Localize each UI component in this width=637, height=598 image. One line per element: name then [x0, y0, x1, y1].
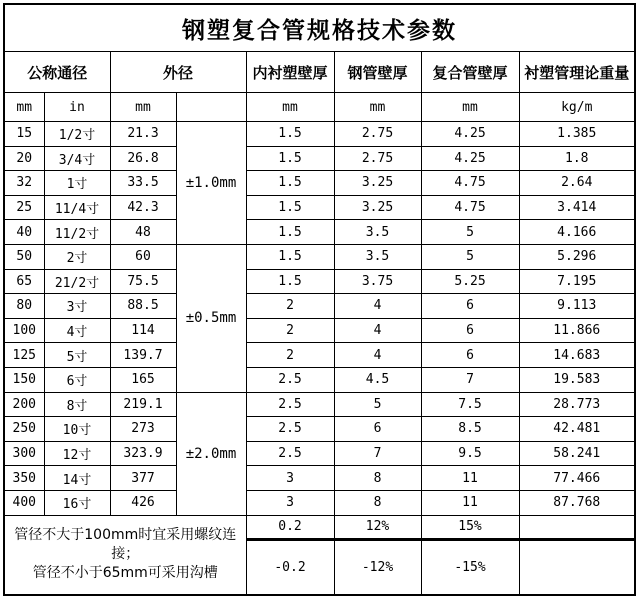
weight-cell: 1.8 — [519, 146, 635, 171]
lining-thickness-cell: 3 — [246, 466, 334, 491]
inch-cell: 10寸 — [44, 417, 110, 442]
composite-thickness-cell: 11 — [421, 490, 519, 515]
steel-thickness-cell: 4 — [334, 318, 421, 343]
od-cell: 33.5 — [110, 171, 176, 196]
od-cell: 139.7 — [110, 343, 176, 368]
inch-cell: 3/4寸 — [44, 146, 110, 171]
composite-thickness-cell: 7.5 — [421, 392, 519, 417]
footer-plus-row — [4, 515, 635, 539]
composite-thickness-cell: 9.5 — [421, 441, 519, 466]
dn-cell: 65 — [4, 269, 44, 294]
steel-thickness-cell: 6 — [334, 417, 421, 442]
unit-weight: kg/m — [519, 93, 635, 122]
connection-note-line2: 管径不小于65mm可采用沟槽 — [32, 565, 218, 581]
steel-thickness-cell: 3.75 — [334, 269, 421, 294]
weight-cell: 7.195 — [519, 269, 635, 294]
spec-table-head — [4, 4, 635, 122]
od-cell: 165 — [110, 367, 176, 392]
steel-thickness-cell: 3.5 — [334, 220, 421, 245]
unit-lining: mm — [246, 93, 334, 122]
steel-thickness-cell: 4 — [334, 294, 421, 319]
od-cell: 426 — [110, 490, 176, 515]
lining-thickness-cell: 2 — [246, 343, 334, 368]
spec-table-footer — [4, 515, 635, 595]
dn-cell: 400 — [4, 490, 44, 515]
od-tolerance-cell: ±1.0mm — [176, 122, 246, 245]
inch-cell: 8寸 — [44, 392, 110, 417]
plus-steel-tolerance: 12% — [334, 515, 421, 539]
lining-thickness-cell: 2.5 — [246, 367, 334, 392]
steel-thickness-cell: 3.5 — [334, 244, 421, 269]
od-cell: 21.3 — [110, 122, 176, 147]
unit-steel: mm — [334, 93, 421, 122]
steel-thickness-cell: 3.25 — [334, 171, 421, 196]
od-cell: 88.5 — [110, 294, 176, 319]
weight-cell: 19.583 — [519, 367, 635, 392]
dn-cell: 100 — [4, 318, 44, 343]
header-composite-thickness: 复合管壁厚 — [421, 52, 519, 93]
dn-cell: 200 — [4, 392, 44, 417]
table-row — [4, 195, 635, 220]
lining-thickness-cell: 1.5 — [246, 171, 334, 196]
od-cell: 42.3 — [110, 195, 176, 220]
steel-thickness-cell: 4 — [334, 343, 421, 368]
od-cell: 377 — [110, 466, 176, 491]
od-cell: 273 — [110, 417, 176, 442]
composite-thickness-cell: 5 — [421, 244, 519, 269]
composite-thickness-cell: 6 — [421, 294, 519, 319]
header-theoretical-weight: 衬塑管理论重量 — [519, 52, 635, 93]
inch-cell: 1/2寸 — [44, 122, 110, 147]
lining-thickness-cell: 1.5 — [246, 269, 334, 294]
table-row — [4, 294, 635, 319]
header-row — [4, 52, 635, 93]
inch-cell: 21/2寸 — [44, 269, 110, 294]
steel-thickness-cell: 2.75 — [334, 122, 421, 147]
minus-lining-tolerance: -0.2 — [246, 539, 334, 595]
dn-cell: 15 — [4, 122, 44, 147]
table-row — [4, 318, 635, 343]
composite-thickness-cell: 4.75 — [421, 195, 519, 220]
composite-thickness-cell: 4.75 — [421, 171, 519, 196]
dn-cell: 150 — [4, 367, 44, 392]
table-row — [4, 269, 635, 294]
connection-note-line1: 管径不大于100mm时宜采用螺纹连接； — [14, 527, 237, 562]
composite-thickness-cell: 6 — [421, 343, 519, 368]
spec-table — [3, 3, 636, 596]
table-row — [4, 417, 635, 442]
composite-thickness-cell: 4.25 — [421, 146, 519, 171]
minus-weight-tolerance — [519, 539, 635, 595]
lining-thickness-cell: 1.5 — [246, 195, 334, 220]
lining-thickness-cell: 1.5 — [246, 122, 334, 147]
table-row — [4, 171, 635, 196]
composite-thickness-cell: 8.5 — [421, 417, 519, 442]
table-row — [4, 244, 635, 269]
steel-thickness-cell: 8 — [334, 466, 421, 491]
od-cell: 114 — [110, 318, 176, 343]
dn-cell: 50 — [4, 244, 44, 269]
od-cell: 48 — [110, 220, 176, 245]
dn-cell: 25 — [4, 195, 44, 220]
inch-cell: 1寸 — [44, 171, 110, 196]
od-cell: 219.1 — [110, 392, 176, 417]
dn-cell: 300 — [4, 441, 44, 466]
steel-thickness-cell: 2.75 — [334, 146, 421, 171]
unit-inch: in — [44, 93, 110, 122]
steel-thickness-cell: 7 — [334, 441, 421, 466]
unit-dn: mm — [4, 93, 44, 122]
steel-thickness-cell: 8 — [334, 490, 421, 515]
composite-thickness-cell: 5 — [421, 220, 519, 245]
unit-row — [4, 93, 635, 122]
header-nominal-diameter: 公称通径 — [4, 52, 110, 93]
inch-cell: 11/4寸 — [44, 195, 110, 220]
table-row — [4, 466, 635, 491]
composite-thickness-cell: 5.25 — [421, 269, 519, 294]
lining-thickness-cell: 2 — [246, 318, 334, 343]
composite-thickness-cell: 11 — [421, 466, 519, 491]
steel-thickness-cell: 4.5 — [334, 367, 421, 392]
minus-composite-tolerance: -15% — [421, 539, 519, 595]
od-cell: 60 — [110, 244, 176, 269]
header-lining-thickness: 内衬塑壁厚 — [246, 52, 334, 93]
page-title: 钢塑复合管规格技术参数 — [4, 4, 635, 52]
weight-cell: 9.113 — [519, 294, 635, 319]
header-outer-diameter: 外径 — [110, 52, 246, 93]
inch-cell: 6寸 — [44, 367, 110, 392]
plus-composite-tolerance: 15% — [421, 515, 519, 539]
inch-cell: 3寸 — [44, 294, 110, 319]
weight-cell: 58.241 — [519, 441, 635, 466]
od-tolerance-cell: ±2.0mm — [176, 392, 246, 515]
inch-cell: 2寸 — [44, 244, 110, 269]
dn-cell: 20 — [4, 146, 44, 171]
weight-cell: 42.481 — [519, 417, 635, 442]
weight-cell: 11.866 — [519, 318, 635, 343]
inch-cell: 11/2寸 — [44, 220, 110, 245]
weight-cell: 28.773 — [519, 392, 635, 417]
table-row — [4, 392, 635, 417]
od-cell: 75.5 — [110, 269, 176, 294]
inch-cell: 5寸 — [44, 343, 110, 368]
unit-tolerance — [176, 93, 246, 122]
table-row — [4, 441, 635, 466]
dn-cell: 350 — [4, 466, 44, 491]
steel-thickness-cell: 3.25 — [334, 195, 421, 220]
inch-cell: 12寸 — [44, 441, 110, 466]
weight-cell: 14.683 — [519, 343, 635, 368]
steel-thickness-cell: 5 — [334, 392, 421, 417]
od-cell: 323.9 — [110, 441, 176, 466]
weight-cell: 5.296 — [519, 244, 635, 269]
lining-thickness-cell: 1.5 — [246, 244, 334, 269]
lining-thickness-cell: 2 — [246, 294, 334, 319]
dn-cell: 40 — [4, 220, 44, 245]
table-row — [4, 490, 635, 515]
dn-cell: 250 — [4, 417, 44, 442]
weight-cell: 87.768 — [519, 490, 635, 515]
lining-thickness-cell: 1.5 — [246, 220, 334, 245]
dn-cell: 32 — [4, 171, 44, 196]
lining-thickness-cell: 2.5 — [246, 417, 334, 442]
table-row — [4, 146, 635, 171]
composite-thickness-cell: 6 — [421, 318, 519, 343]
table-row — [4, 220, 635, 245]
header-steel-thickness: 钢管壁厚 — [334, 52, 421, 93]
table-row — [4, 367, 635, 392]
inch-cell: 4寸 — [44, 318, 110, 343]
connection-note — [4, 515, 246, 595]
weight-cell: 2.64 — [519, 171, 635, 196]
title-row — [4, 4, 635, 52]
weight-cell: 77.466 — [519, 466, 635, 491]
spec-table-body — [4, 122, 635, 516]
lining-thickness-cell: 1.5 — [246, 146, 334, 171]
lining-thickness-cell: 3 — [246, 490, 334, 515]
unit-composite: mm — [421, 93, 519, 122]
inch-cell: 16寸 — [44, 490, 110, 515]
lining-thickness-cell: 2.5 — [246, 392, 334, 417]
minus-steel-tolerance: -12% — [334, 539, 421, 595]
inch-cell: 14寸 — [44, 466, 110, 491]
od-tolerance-cell: ±0.5mm — [176, 244, 246, 392]
dn-cell: 80 — [4, 294, 44, 319]
weight-cell: 3.414 — [519, 195, 635, 220]
unit-od: mm — [110, 93, 176, 122]
weight-cell: 4.166 — [519, 220, 635, 245]
lining-thickness-cell: 2.5 — [246, 441, 334, 466]
weight-cell: 1.385 — [519, 122, 635, 147]
plus-weight-tolerance — [519, 515, 635, 539]
composite-thickness-cell: 4.25 — [421, 122, 519, 147]
od-cell: 26.8 — [110, 146, 176, 171]
plus-lining-tolerance: 0.2 — [246, 515, 334, 539]
table-row — [4, 122, 635, 147]
dn-cell: 125 — [4, 343, 44, 368]
composite-thickness-cell: 7 — [421, 367, 519, 392]
table-row — [4, 343, 635, 368]
